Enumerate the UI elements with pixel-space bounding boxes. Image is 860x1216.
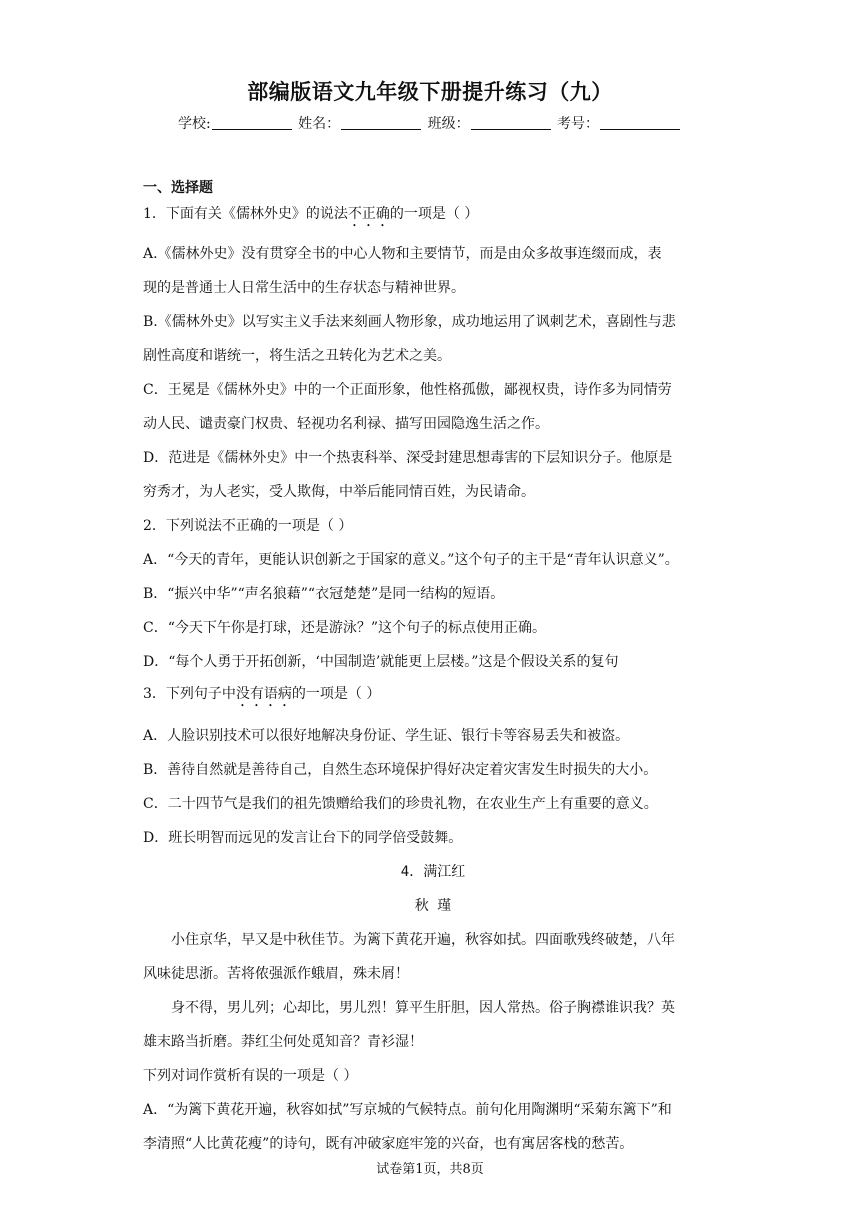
q2-option-b[interactable]: B．“振兴中华”“声名狼藉”“衣冠楚楚”是同一结构的短语。 [143, 586, 505, 602]
q1-option-a[interactable]: A.《儒林外史》没有贯穿全书的中心人物和主要情节，而是由众多故事连缀而成，表 [143, 246, 662, 262]
poem-stanza-1: 小住京华，早又是中秋佳节。为篱下黄花开遍，秋容如拭。四面歌残终破楚，八年 [171, 932, 675, 948]
poem-stanza-1-cont: 风味徒思浙。苦将侬强派作蛾眉，殊未屑！ [143, 966, 409, 982]
q1-option-d-cont: 穷秀才，为人老实，受人欺侮，中举后能同情百姓，为民请命。 [143, 484, 535, 500]
question-body [143, 178, 723, 1154]
q1-option-a-cont: 现的是普通士人日常生活中的生存状态与精神世界。 [143, 280, 465, 296]
q1-option-b[interactable]: B.《儒林外史》以写实主义手法来刻画人物形象，成功地运用了讽刺艺术，喜剧性与悲 [143, 314, 676, 330]
page-title: 部编版语文九年级下册提升练习（九） [247, 80, 613, 104]
poem-stanza-2-cont: 雄末路当折磨。莽红尘何处觅知音？青衫湿！ [143, 1034, 423, 1050]
q3-stem-emphasis: 没有语病 [235, 686, 292, 702]
exam-no-blank[interactable] [600, 115, 680, 130]
q3-option-d[interactable]: D．班长明智而远见的发言让台下的同学倍受鼓舞。 [143, 830, 463, 846]
class-label: 班级： [427, 116, 470, 132]
q3-option-c[interactable]: C．二十四节气是我们的祖先馈赠给我们的珍贵礼物，在农业生产上有重要的意义。 [143, 796, 658, 812]
q1-stem-pre: 1．下面有关《儒林外史》的说法 [143, 206, 348, 222]
q3-stem [143, 684, 723, 710]
poem-stanza-2: 身不得，男儿列；心却比，男儿烈！算平生肝胆，因人常热。俗子胸襟谁识我？英 [171, 1000, 675, 1016]
q1-stem [143, 204, 723, 230]
name-blank[interactable] [341, 115, 421, 130]
q2-option-d[interactable]: D．“每个人勇于开拓创新，‘中国制造’就能更上层楼。”这是个假设关系的复句 [143, 654, 619, 670]
page-footer: 试卷第1页，共8页 [376, 1162, 484, 1177]
class-blank[interactable] [471, 115, 551, 130]
poem-title: 4．满江红 [400, 864, 466, 880]
poem-author: 秋 瑾 [414, 898, 452, 914]
exam-no-label: 考号： [557, 116, 600, 132]
q1-option-b-cont: 剧性高度和谐统一，将生活之丑转化为艺术之美。 [143, 348, 451, 364]
q1-stem-emphasis: 不正确 [347, 206, 390, 222]
q1-option-c[interactable]: C．王冕是《儒林外史》中的一个正面形象，他性格孤傲，鄙视权贵，诗作多为同情劳 [143, 382, 672, 398]
q2-option-a[interactable]: A．“今天的青年，更能认识创新之于国家的意义。”这个句子的主干是“青年认识意义”。 [143, 552, 679, 568]
q1-stem-post: 的一项是（ ） [389, 206, 479, 222]
q2-stem: 2．下列说法不正确的一项是（ ） [143, 518, 353, 534]
q3-option-a[interactable]: A．人脸识别技术可以很好地解决身份证、学生证、银行卡等容易丢失和被盗。 [143, 728, 630, 744]
q4-option-a-cont: 李清照“人比黄花瘦”的诗句，既有冲破家庭牢笼的兴奋，也有寓居客栈的愁苦。 [143, 1136, 634, 1152]
school-blank[interactable] [212, 115, 292, 130]
q4-option-a[interactable]: A．“为篱下黄花开遍，秋容如拭”写京城的气候特点。前句化用陶渊明“采菊东篱下”和 [143, 1102, 672, 1118]
name-label: 姓名： [298, 116, 341, 132]
school-label: 学校: [177, 116, 211, 132]
q2-option-c[interactable]: C．“今天下午你是打球，还是游泳？”这个句子的标点使用正确。 [143, 620, 547, 636]
q1-option-d[interactable]: D．范进是《儒林外史》中一个热衷科举、深受封建思想毒害的下层知识分子。他原是 [143, 450, 673, 466]
section-heading: 一、选择题 [143, 180, 213, 196]
q4-stem: 下列对词作赏析有误的一项是（ ） [143, 1068, 358, 1084]
student-info-line [0, 113, 860, 133]
q3-stem-post: 的一项是（ ） [291, 686, 381, 702]
q3-option-b[interactable]: B．善待自然就是善待自己，自然生态环境保护得好决定着灾害发生时损失的大小。 [143, 762, 658, 778]
q1-option-c-cont: 动人民、谴责豪门权贵、轻视功名利禄、描写田园隐逸生活之作。 [143, 416, 549, 432]
q3-stem-pre: 3．下列句子中 [143, 686, 236, 702]
